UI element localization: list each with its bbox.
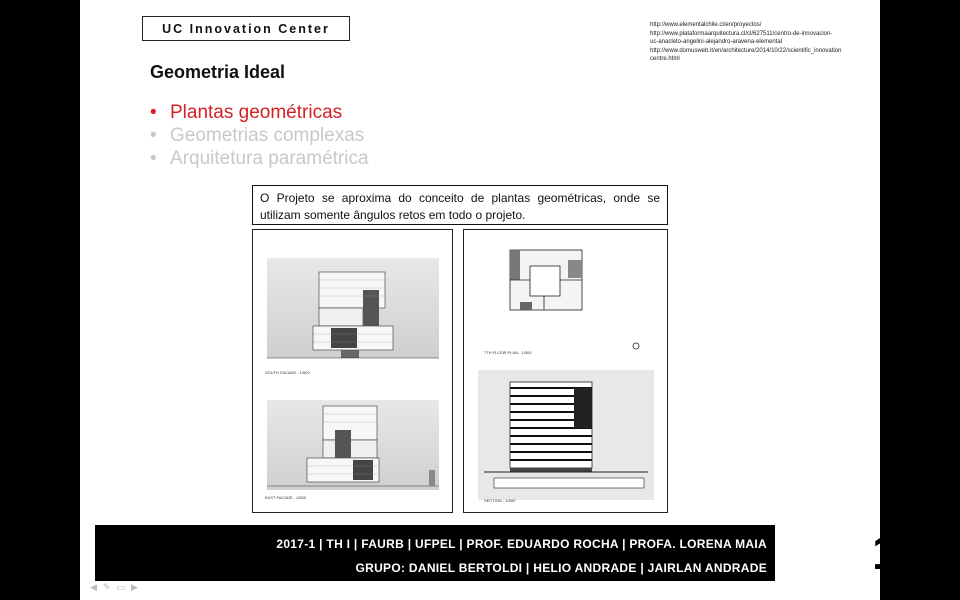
menu-icon[interactable]: ▭ (116, 582, 131, 592)
drawing-caption: SECTION - 1/500 (484, 498, 516, 503)
footer-group-line: GRUPO: DANIEL BERTOLDI | HELIO ANDRADE | JAIRLAN ANDRADE (355, 561, 767, 575)
page-number: 10 (872, 527, 926, 580)
slide (80, 0, 926, 600)
elevations-sheet (252, 229, 453, 513)
prev-arrow-icon[interactable]: ◀ (90, 582, 103, 592)
footer-bar (95, 525, 775, 581)
footer-course-line: 2017-1 | TH I | FAURB | UFPEL | PROF. EDUARDO ROCHA | PROFA. LORENA MAIA (276, 537, 767, 551)
reference-link[interactable]: http://www.domusweb.it/en/architecture/2014/10/22/scientific_innovation (650, 47, 842, 54)
drawing-caption: SOUTH FACADE - 1/500 (265, 370, 310, 375)
plan-section-drawings (464, 230, 667, 512)
drawing-caption: 7TH FLOOR PLAN - 1/500 (484, 350, 532, 355)
south-facade-drawing (267, 258, 439, 358)
reference-links (650, 21, 870, 64)
next-arrow-icon[interactable]: ▶ (130, 582, 144, 592)
logo-box (142, 16, 350, 41)
pen-icon[interactable]: ✎ (102, 582, 117, 592)
reference-link[interactable]: centre.html (650, 56, 680, 62)
plan-section-sheet (463, 229, 668, 513)
reference-link[interactable]: http://www.elementalchile.cl/en/proyectos/ (650, 22, 762, 28)
reference-link[interactable]: uc-anacleto-angelini-alejandro-aravena-elemental (650, 39, 783, 45)
bullet-item: • Geometrias complexas (150, 124, 369, 147)
bullet-item: • Arquitetura paramétrica (150, 147, 369, 170)
bullet-item: • Plantas geométricas (150, 101, 369, 124)
section-drawing (478, 370, 654, 500)
east-facade-drawing (267, 400, 439, 490)
slide-title: Geometria Ideal (150, 62, 286, 82)
logo-text: UC Innovation Center (162, 21, 330, 36)
slide-nav-controls[interactable] (90, 582, 144, 593)
floor-plan-drawing (510, 250, 639, 349)
drawing-caption: EAST FACADE - 1/500 (265, 495, 307, 500)
bullet-list (150, 101, 369, 170)
note-box: O Projeto se aproxima do conceito de plantas geométricas, onde se utilizam somente ângulos retos em todo o projeto. (252, 185, 668, 225)
reference-link[interactable]: http://www.plataformaarquitectura.cl/cl/627511/centro-de-innovacion- (650, 30, 833, 37)
